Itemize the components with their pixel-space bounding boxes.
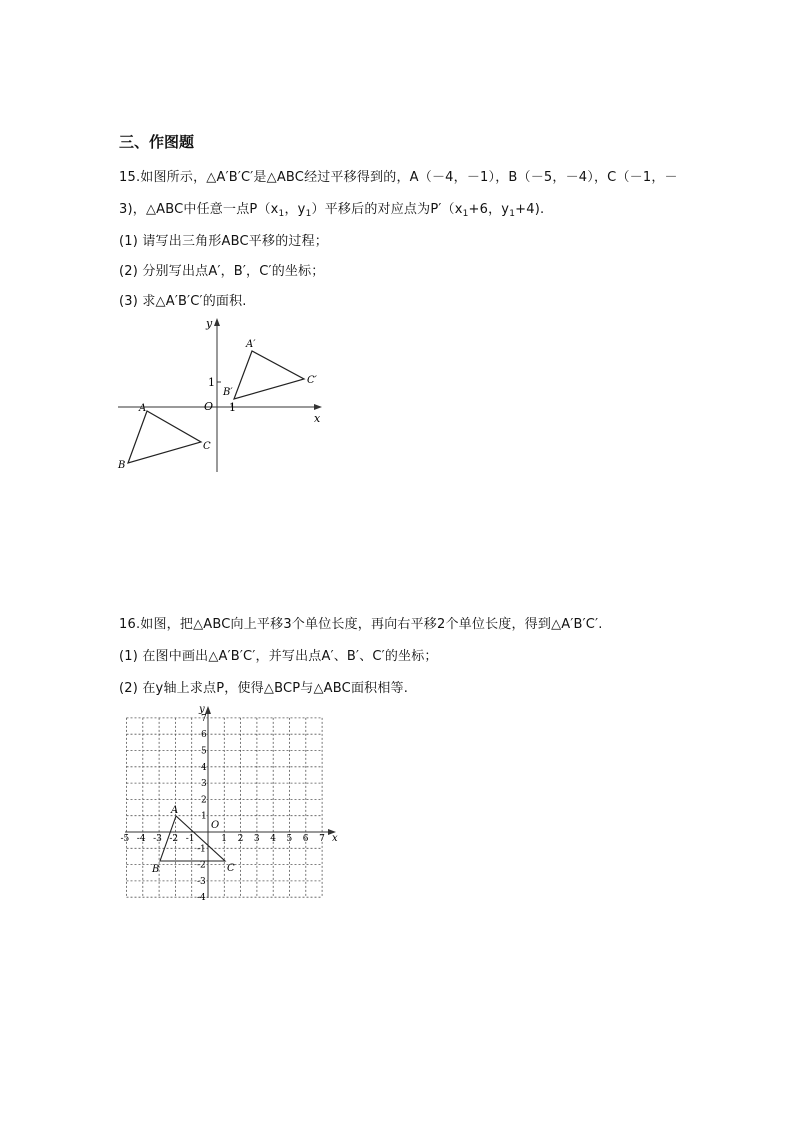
q15-line2-part-d: +6，y — [468, 202, 510, 217]
q15-line2-part-e: +4). — [515, 202, 545, 217]
q16-label-b: B — [152, 864, 160, 875]
q16-origin-label: O — [211, 820, 220, 831]
q16-y-tick-label: 3 — [201, 779, 207, 790]
q15-line1: 15.如图所示，△A′B′C′是△ABC经过平移得到的，A（－4，－1），B（－5，－4），C（－1，－ — [119, 170, 678, 185]
q16-figure — [120, 702, 345, 900]
q15-subquestion-3: (3) 求△A′B′C′的面积. — [119, 294, 247, 309]
q16-x-tick-label: 7 — [319, 834, 325, 844]
q15-label-a-prime: A′ — [246, 339, 256, 350]
q15-line2-part-c: ）平移后的对应点为P′（x — [311, 202, 463, 217]
q16-y-tick-label: 7 — [201, 713, 207, 724]
q16-x-axis-label: x — [332, 833, 338, 844]
q15-y-axis-arrow — [214, 318, 220, 326]
q15-label-a: A — [139, 403, 147, 414]
q16-y-tick-label: 2 — [201, 795, 207, 806]
q15-triangle-abc — [128, 411, 201, 463]
q15-line2 — [119, 198, 544, 219]
q16-y-tick-label: 4 — [201, 762, 207, 773]
q15-line2-part-a: 3)，△ABC中任意一点P（x — [119, 202, 279, 217]
q15-origin-label: O — [204, 400, 214, 413]
q15-subquestion-1: (1) 请写出三角形ABC平移的过程； — [119, 234, 329, 249]
q16-x-tick-label: -5 — [120, 834, 130, 844]
q15-sub-index-4: 1 — [509, 209, 516, 219]
q16-x-tick-label: 6 — [302, 834, 309, 844]
q15-tick-y-label: 1 — [208, 376, 215, 389]
q16-x-tick-label: -1 — [185, 834, 195, 844]
q15-sub-index-1: 1 — [278, 209, 285, 219]
q15-figure — [115, 315, 330, 475]
q16-x-tick-label: -4 — [136, 834, 146, 844]
q16-x-tick-label: 3 — [253, 834, 260, 844]
q15-subquestion-2: (2) 分别写出点A′，B′，C′的坐标； — [119, 264, 325, 279]
q16-y-tick-label: 6 — [201, 730, 207, 741]
q15-sub-index-3: 1 — [462, 209, 469, 219]
q15-tick-x-label: 1 — [229, 401, 236, 414]
q16-y-tick-label: -3 — [197, 876, 206, 887]
q15-line2-part-b: ，y — [284, 202, 306, 217]
q15-x-axis-label: x — [314, 412, 321, 425]
q15-triangle-abc-prime — [234, 351, 304, 399]
q16-x-tick-label: 1 — [221, 834, 228, 844]
q16-y-tick-label: -2 — [197, 860, 206, 871]
q16-y-axis-arrow — [205, 706, 211, 714]
q15-label-b-prime: B′ — [223, 387, 233, 398]
q16-y-tick-label: -4 — [197, 893, 206, 900]
q16-line1: 16.如图，把△ABC向上平移3个单位长度，再向右平移2个单位长度，得到△A′B′C′. — [119, 617, 603, 632]
q15-sub-index-2: 1 — [305, 209, 312, 219]
q15-y-axis-label: y — [206, 317, 213, 330]
q15-label-c: C — [203, 441, 211, 452]
q15-x-axis-arrow — [314, 404, 322, 410]
q16-y-tick-label: 5 — [201, 746, 207, 757]
q16-subquestion-1: (1) 在图中画出△A′B′C′，并写出点A′、B′、C′的坐标； — [119, 649, 438, 664]
q16-x-tick-label: -2 — [169, 834, 179, 844]
q15-label-c-prime: C′ — [307, 375, 317, 386]
q16-y-tick-label: -1 — [197, 844, 206, 855]
q16-y-axis-label: y — [199, 704, 205, 715]
q16-label-c: C — [227, 863, 235, 874]
q16-subquestion-2: (2) 在y轴上求点P，使得△BCP与△ABC面积相等. — [119, 681, 409, 696]
q16-x-tick-label: 5 — [286, 834, 293, 844]
section-title: 三、作图题 — [119, 133, 195, 151]
q16-label-a: A — [171, 805, 179, 816]
q15-label-b: B — [118, 460, 126, 471]
q16-x-tick-label: 2 — [237, 834, 244, 844]
q16-x-tick-label: 4 — [270, 834, 276, 844]
q16-y-tick-label: 1 — [201, 811, 207, 822]
q16-x-tick-label: -3 — [153, 834, 162, 844]
